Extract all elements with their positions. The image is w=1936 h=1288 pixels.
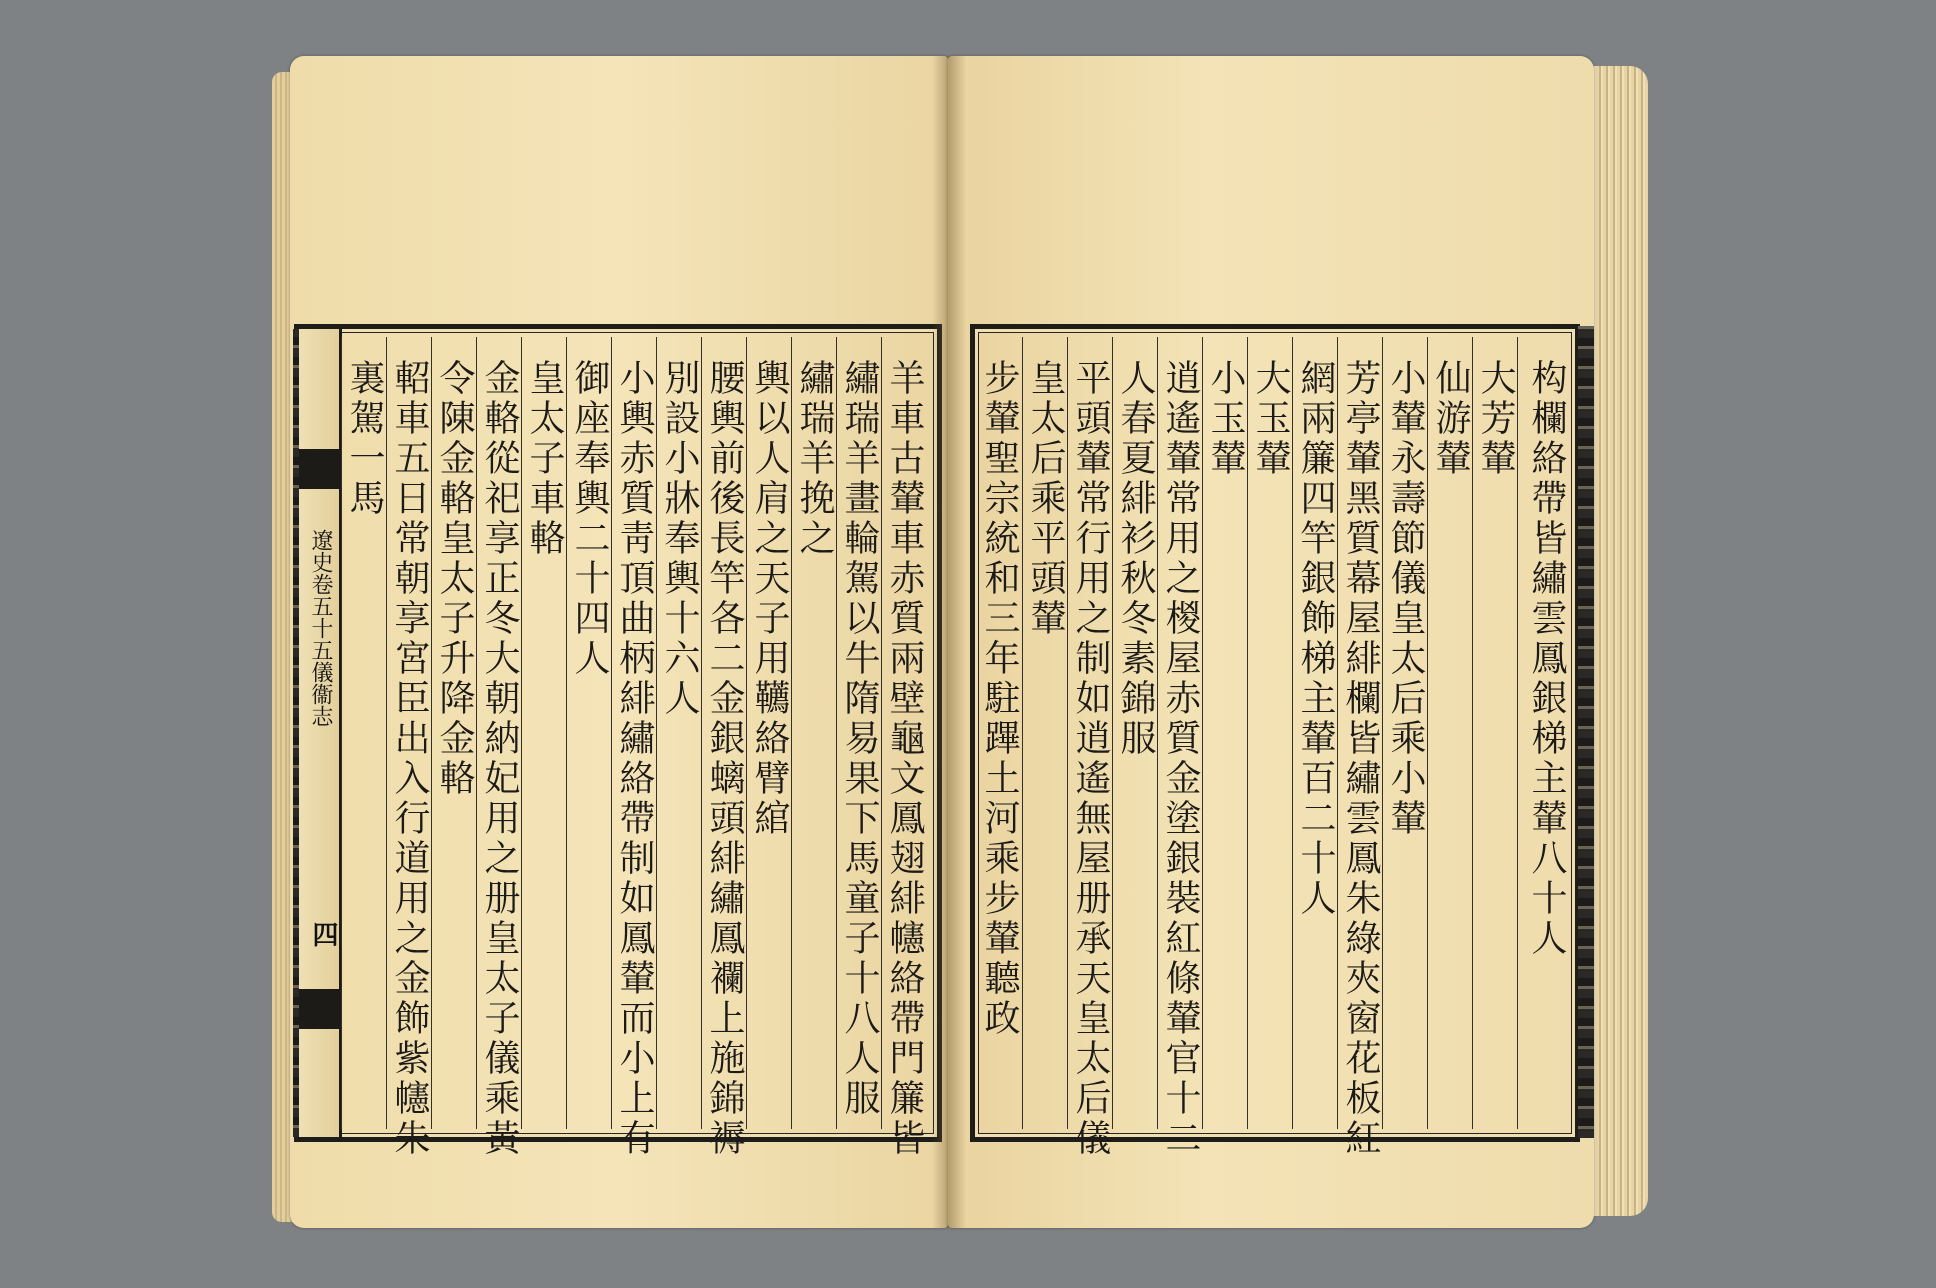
text-column-1: 构欄絡帶皆繡雲鳳銀梯主輦八十人 — [1517, 337, 1568, 1129]
text-column-12: 皇太后乘平頭輦 — [1022, 337, 1067, 1129]
text-column-13: 裏駕一馬 — [341, 337, 386, 1129]
fish-tail-mark-lower — [299, 989, 339, 1029]
text-column-4: 輿以人肩之天子用韉絡臂綰 — [746, 337, 791, 1129]
right-block-border — [1578, 326, 1594, 1138]
text-column-5: 芳亭輦黑質幕屋緋欄皆繡雲鳳朱綠夾窗花板紅 — [1337, 337, 1382, 1129]
left-text-frame — [294, 324, 942, 1159]
text-column-10: 人春夏緋衫秋冬素錦服 — [1112, 337, 1157, 1129]
text-column-10: 金輅從祀享正冬大朝納妃用之册皇太子儀乘黃 — [476, 337, 521, 1129]
text-column-6: 網兩簾四竿銀飾梯主輦百二十人 — [1292, 337, 1337, 1129]
fish-tail-mark — [299, 449, 339, 489]
book-gutter — [932, 56, 966, 1228]
text-column-1: 羊車古輦車赤質兩壁龜文鳳翅緋幰絡帶門簾皆 — [881, 337, 926, 1129]
left-page — [290, 56, 948, 1228]
text-column-8: 小玉輦 — [1202, 337, 1247, 1129]
text-column-2: 大芳輦 — [1472, 337, 1517, 1129]
text-column-6: 別設小牀奉輿十六人 — [656, 337, 701, 1129]
text-column-3: 仙游輦 — [1427, 337, 1472, 1129]
right-text-frame — [970, 324, 1580, 1159]
right-page — [948, 56, 1594, 1228]
text-column-5: 腰輿前後長竿各二金銀螭頭緋繡鳳襴上施錦褥 — [701, 337, 746, 1129]
text-column-8: 御座奉輿二十四人 — [566, 337, 611, 1129]
text-column-13: 步輦聖宗統和三年駐蹕土河乘步輦聽政 — [979, 359, 1020, 1039]
text-column-9: 逍遙輦常用之椶屋赤質金塗銀裝紅條輦官十二 — [1157, 337, 1202, 1129]
text-column-12: 軺車五日常朝享宮臣出入行道用之金飾紫幰朱 — [386, 337, 431, 1129]
open-book — [272, 56, 1648, 1236]
text-column-3: 繡瑞羊挽之 — [791, 337, 836, 1129]
text-column-9: 皇太子車輅 — [521, 337, 566, 1129]
text-column-11: 令陳金輅皇太子升降金輅 — [431, 337, 476, 1129]
left-banxin — [299, 329, 342, 1137]
folio-number: 四 — [308, 921, 338, 947]
banxin-title: 遼史卷五十五儀衞志 — [308, 529, 333, 727]
text-column-11: 平頭輦常行用之制如逍遙無屋册承天皇太后儀 — [1067, 337, 1112, 1129]
text-column-7: 大玉輦 — [1247, 337, 1292, 1129]
text-column-7: 小輿赤質靑頂曲柄緋繡絡帶制如鳳輦而小上有 — [611, 337, 656, 1129]
text-column-2: 繡瑞羊畫輪駕以牛隋易果下馬童子十八人服 — [836, 337, 881, 1129]
text-column-4: 小輦永壽節儀皇太后乘小輦 — [1382, 337, 1427, 1129]
